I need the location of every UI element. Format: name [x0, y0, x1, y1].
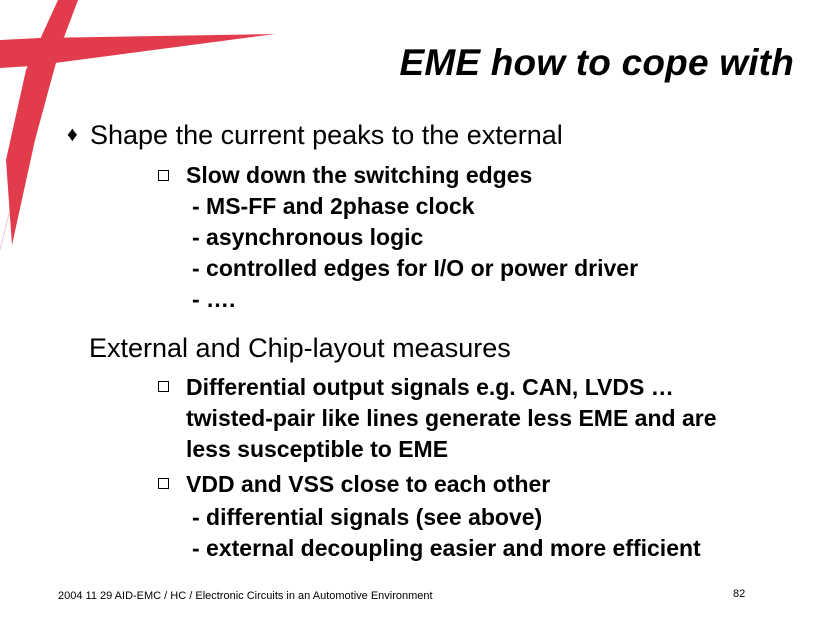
footer-text: 2004 11 29 AID-EMC / HC / Electronic Circuits in an Automotive Environment — [58, 590, 433, 602]
main-bullet-text: Shape the current peaks to the external — [90, 120, 563, 150]
list-item: - asynchronous logic — [192, 224, 424, 250]
list-item: - differential signals (see above) — [192, 504, 543, 530]
subbullet-text: Differential output signals e.g. CAN, LVDS … — [186, 374, 674, 400]
list-item: - controlled edges for I/O or power driver — [192, 255, 639, 281]
subbullet-text: VDD and VSS close to each other — [186, 471, 551, 497]
main-bullet — [67, 120, 563, 151]
subbullet-text: Slow down the switching edges — [186, 162, 533, 188]
list-item: - external decoupling easier and more efficient — [192, 535, 701, 561]
checkbox-icon — [158, 478, 169, 489]
checkbox-icon — [158, 381, 169, 392]
list-item: - MS-FF and 2phase clock — [192, 193, 475, 219]
page-number: 82 — [733, 588, 746, 600]
checkbox-icon — [158, 170, 169, 181]
subbullet-text-continued: less susceptible to EME — [186, 436, 449, 462]
diamond-icon: ♦ — [67, 123, 78, 146]
section-heading: External and Chip-layout measures — [89, 333, 511, 363]
list-item: - …. — [192, 286, 236, 312]
slide-title: EME how to cope with — [399, 42, 794, 83]
subbullet-text-continued: twisted-pair like lines generate less EME and are — [186, 405, 717, 431]
